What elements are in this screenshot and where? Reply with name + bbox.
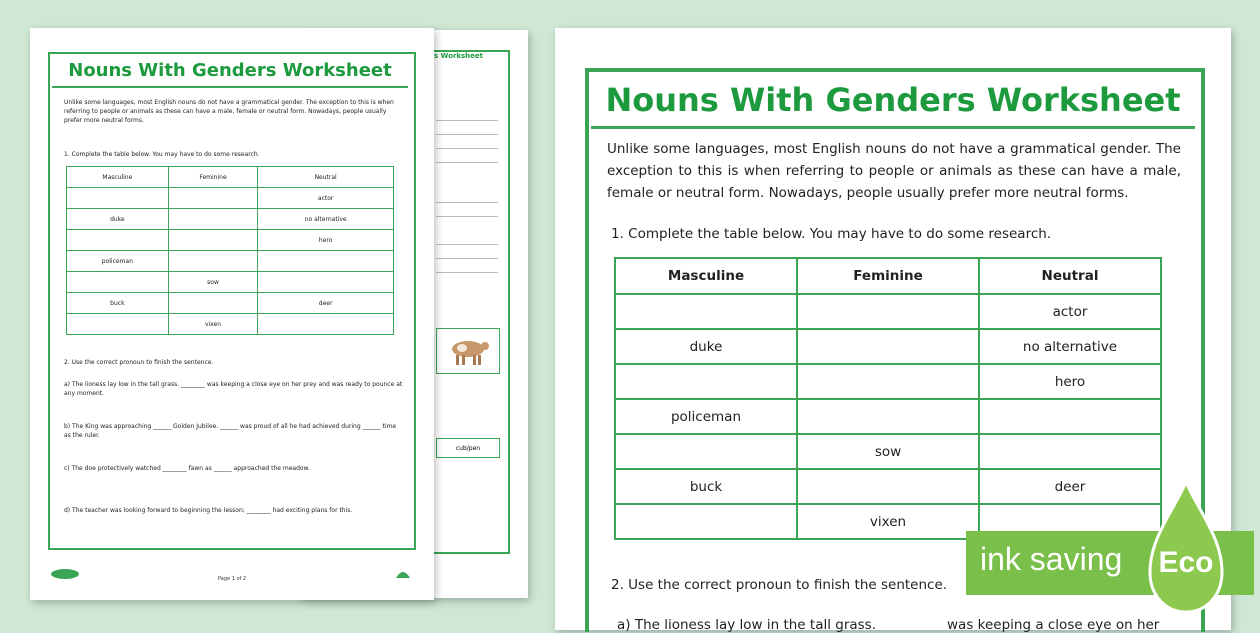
eco-logo-icon: [394, 566, 412, 582]
front-question-2: 2. Use the correct pronoun to finish the sentence.: [64, 359, 214, 366]
answer-line: [436, 162, 498, 163]
eco-drop-icon: [1146, 480, 1226, 620]
eco-label: Eco: [1158, 546, 1214, 579]
table-row: buck deer: [615, 469, 1161, 504]
table-row: policeman: [615, 399, 1161, 434]
page-number: Page 1 of 2: [218, 576, 247, 582]
question-a: a) The lioness lay low in the tall grass.: [617, 617, 877, 633]
front-page-title: Nouns With Genders Worksheet: [52, 56, 408, 88]
front-gender-table: [66, 166, 394, 335]
table-header-row: [67, 167, 394, 188]
table-row: policeman: [67, 251, 394, 272]
gender-table: [614, 257, 1162, 540]
question-a-continued: was keeping a close eye on her: [947, 617, 1160, 633]
intro-paragraph: Unlike some languages, most English nouns do not have a grammatical gender. The exception to this is when referring to people or animals as these can have a male, female or neutral form. Nowadays, people usually prefer more neutral forms.: [607, 141, 1181, 201]
header-masculine: Masculine: [67, 167, 169, 188]
back-page-title: s Worksheet: [434, 52, 483, 60]
table-row: actor: [615, 294, 1161, 329]
table-row: buck deer: [67, 293, 394, 314]
twinkl-logo-icon: [50, 568, 80, 582]
table-row: duke no alternative: [615, 329, 1161, 364]
ink-saving-label: ink saving: [980, 541, 1123, 577]
cow-image: [436, 328, 500, 374]
table-header-row: [615, 258, 1161, 294]
table-row: sow: [67, 272, 394, 293]
answer-line: [436, 258, 498, 259]
table-row: hero: [67, 230, 394, 251]
answer-line: [436, 134, 498, 135]
question-1: 1. Complete the table below. You may have to do some research.: [611, 226, 1052, 242]
table-row: duke no alternative: [67, 209, 394, 230]
cow-icon: [442, 333, 494, 369]
question-2: 2. Use the correct pronoun to finish the sentence.: [611, 577, 948, 593]
answer-line: [436, 202, 498, 203]
table-row: vixen: [615, 504, 1161, 539]
header-feminine: Feminine: [168, 167, 258, 188]
table-row: vixen: [67, 314, 394, 335]
answer-line: [436, 244, 498, 245]
table-row: hero: [615, 364, 1161, 399]
answer-line: [436, 120, 498, 121]
front-question-1: 1. Complete the table below. You may have to do some research.: [64, 151, 260, 158]
header-neutral: Neutral: [979, 258, 1161, 294]
answer-line: [436, 272, 498, 273]
front-worksheet-page: [30, 28, 434, 600]
front-question-a: a) The lioness lay low in the tall grass. ________ was keeping a close eye on her prey and was ready to pounce at any moment.: [64, 381, 403, 397]
back-answer-box: cub/pen: [436, 438, 500, 458]
table-row: actor: [67, 188, 394, 209]
header-neutral: Neutral: [258, 167, 394, 188]
page-title: Nouns With Genders Worksheet: [591, 74, 1195, 129]
answer-line: [436, 216, 498, 217]
front-question-b: b) The King was approaching ______ Golden Jubilee. ______ was proud of all he had achieved during ______ time as the ruler.: [64, 423, 397, 439]
front-question-d: d) The teacher was looking forward to beginning the lesson; ________ had exciting plans for this.: [64, 507, 353, 514]
table-row: sow: [615, 434, 1161, 469]
front-question-c: c) The doe protectively watched ________ fawn as ______ approached the meadow.: [64, 465, 310, 472]
header-masculine: Masculine: [615, 258, 797, 294]
front-intro: Unlike some languages, most English nouns do not have a grammatical gender. The exception to this is when referring to people or animals as these can have a male, female or neutral form. Nowadays, people usually prefer more neutral forms.: [64, 99, 394, 124]
answer-line: [436, 148, 498, 149]
header-feminine: Feminine: [797, 258, 979, 294]
